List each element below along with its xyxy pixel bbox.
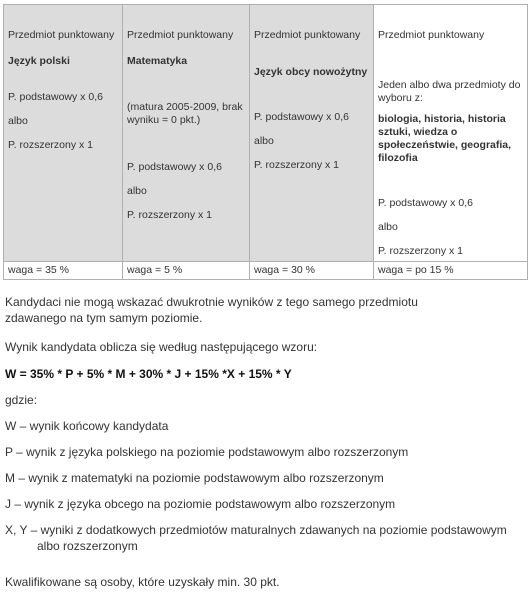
- weight-foreign-language: waga = 30 %: [250, 261, 374, 279]
- basic-multiplier: P. podstawowy x 0,6: [8, 91, 103, 103]
- weight-row: [4, 261, 528, 279]
- column-header: Przedmiot punktowany: [127, 29, 234, 41]
- column-polish: [4, 5, 123, 262]
- subject-name: Język polski: [8, 55, 70, 67]
- formula-intro: Wynik kandydata oblicza się według następującego wzoru:: [5, 340, 318, 354]
- weight-math: waga = 5 %: [123, 261, 250, 279]
- scoring-table: [3, 4, 528, 280]
- column-header: Przedmiot punktowany: [378, 29, 485, 41]
- rule-paragraph: Kandydaci nie mogą wskazać dwukrotnie wyników z tego samego przedmiotu zdawanego na tym samym poziomie.: [5, 295, 418, 325]
- where-label: gdzie:: [5, 393, 38, 407]
- basic-multiplier: P. podstawowy x 0,6: [378, 197, 473, 209]
- column-elective: [374, 5, 528, 262]
- subject-name: Matematyka: [127, 55, 188, 67]
- subject-row: [4, 5, 528, 262]
- extended-multiplier: P. rozszerzony x 1: [378, 245, 464, 257]
- extended-multiplier: P. rozszerzony x 1: [254, 159, 340, 171]
- basic-multiplier: P. podstawowy x 0,6: [254, 111, 349, 123]
- column-header: Przedmiot punktowany: [254, 29, 361, 41]
- definition-w: W – wynik końcowy kandydata: [5, 419, 169, 433]
- column-math: [123, 5, 250, 262]
- subject-name: biologia, historia, historia sztuki, wiedza o społeczeństwie, geografia, filozofia: [378, 113, 512, 165]
- extended-multiplier: P. rozszerzony x 1: [8, 139, 94, 151]
- subject-name: Język obcy nowożytny: [254, 66, 368, 78]
- extended-multiplier: P. rozszerzony x 1: [127, 209, 213, 221]
- or-label: albo: [127, 185, 147, 197]
- definition-j: J – wynik z języka obcego na poziomie podstawowym albo rozszerzonym: [5, 497, 396, 511]
- qualification-note: Kwalifikowane są osoby, które uzyskały min. 30 pkt.: [5, 575, 280, 589]
- definition-xy: X, Y – wyniki z dodatkowych przedmiotów maturalnych zdawanych na poziomie podstawowym albo rozszerzonym: [5, 523, 507, 553]
- or-label: albo: [8, 115, 28, 127]
- formula: W = 35% * P + 5% * M + 30% * J + 15% *X + 15% * Y: [5, 367, 292, 381]
- basic-multiplier: P. podstawowy x 0,6: [127, 161, 222, 173]
- weight-elective: waga = po 15 %: [374, 261, 528, 279]
- definition-m: M – wynik z matematyki na poziomie podstawowym albo rozszerzonym: [5, 471, 384, 485]
- definition-p: P – wynik z języka polskiego na poziomie podstawowym albo rozszerzonym: [5, 445, 409, 459]
- weight-polish: waga = 35 %: [4, 261, 123, 279]
- column-foreign-language: [250, 5, 374, 262]
- subject-note: (matura 2005-2009, brak wyniku = 0 pkt.): [127, 101, 243, 127]
- elective-intro: Jeden albo dwa przedmioty do wyboru z:: [378, 79, 521, 105]
- or-label: albo: [254, 135, 274, 147]
- column-header: Przedmiot punktowany: [8, 29, 115, 41]
- or-label: albo: [378, 221, 398, 233]
